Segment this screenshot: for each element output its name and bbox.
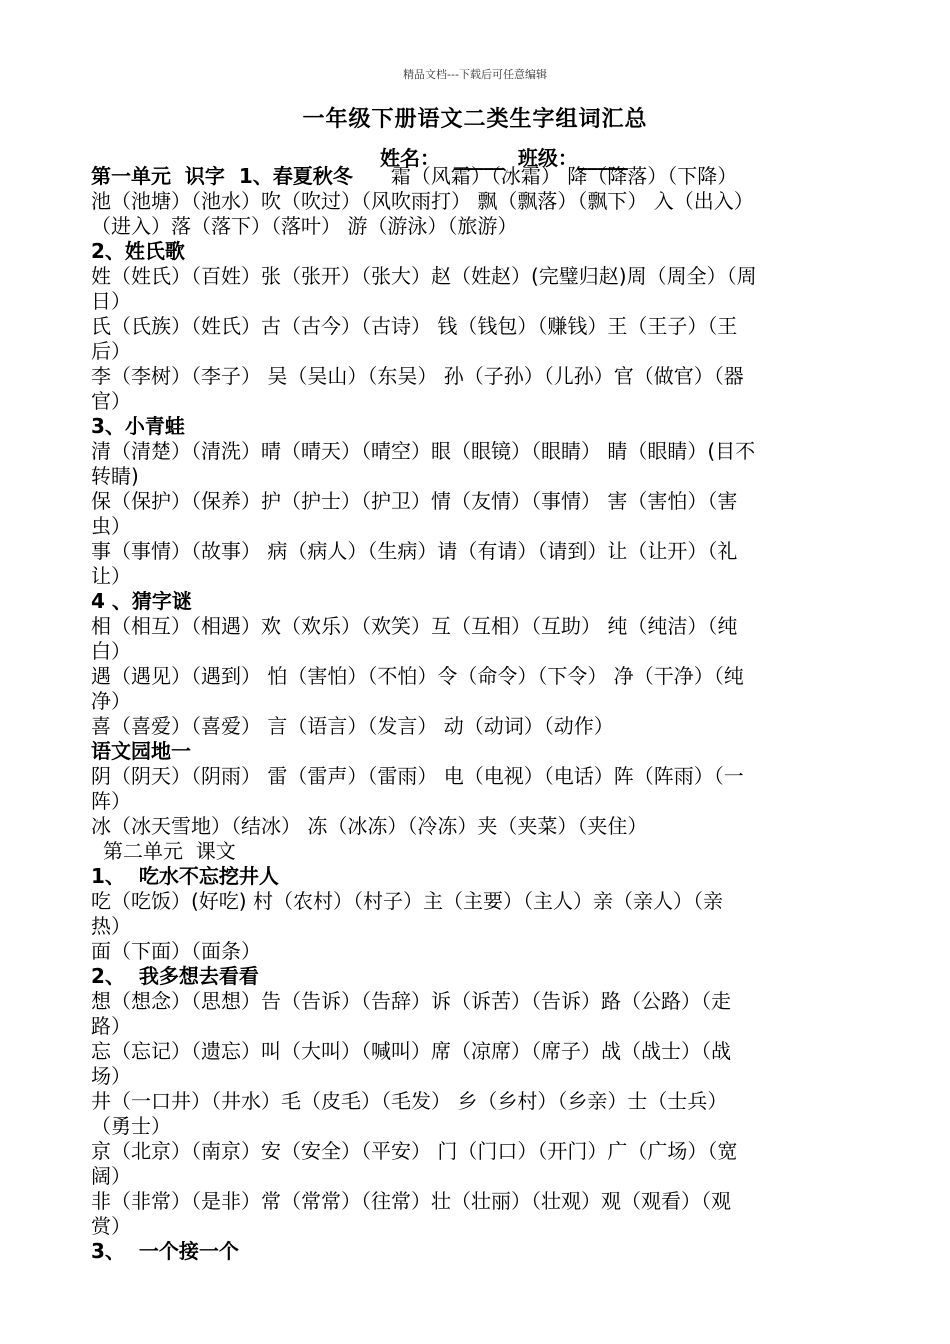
text-line: 非（非常）（是非）常（常常）（往常）壮（壮丽）（壮观）观（观看）（观 [91,1189,731,1213]
text-line: 氏（氏族）（姓氏）古（古今）（古诗） 钱（钱包）（赚钱）王（王子）（王 [91,314,738,338]
text-line: 忘（忘记）（遗忘）叫（大叫）（喊叫）席（凉席）（席子）战（战士）（战 [91,1039,731,1063]
text-line: 遇（遇见）（遇到） 怕（害怕）（不怕）令（命令）（下令） 净（干净）（纯 [91,664,744,688]
text-line: 想（想念）（思想）告（告诉）（告辞）诉（诉苦）（告诉）路（公路）（走 [91,989,731,1013]
section-heading: 4 、猜字谜 [91,589,192,613]
section-heading: 2、姓氏歌 [91,239,185,263]
section-heading: 1、 吃水不忘挖井人 [91,864,279,888]
text-line: （勇士） [91,1114,171,1138]
text-line: 日） [91,289,131,313]
text-line: 吃（吃饭）(好吃) 村（农村）（村子）主（主要）（主人）亲（亲人）（亲 [91,889,723,913]
text-line: 阵） [91,789,131,813]
text-line: 事（事情）（故事） 病（病人）（生病）请（有请）（请到）让（让开）（礼 [91,539,738,563]
text-line: 让） [91,564,131,588]
text-line: 赏） [91,1214,131,1238]
text-line: 相（相互）（相遇）欢（欢乐）（欢笑）互（互相）（互助） 纯（纯洁）（纯 [91,614,738,638]
text-line: 面（下面）（面条） [91,939,261,963]
section-heading: 第一单元 识字 1、春夏秋冬 [91,164,353,188]
text-line: 虫） [91,514,131,538]
text-line: 池（池塘）（池水）吹（吹过）（风吹雨打） 飘（飘落）（飘下） 入（出入） [91,189,754,213]
text-line: 后） [91,339,131,363]
text-line: 井（一口井）（井水）毛（皮毛）（毛发） 乡（乡村）（乡亲）士（士兵） [91,1089,728,1113]
document-title: 一年级下册语文二类生字组词汇总 [302,107,648,132]
text-line: 转睛) [91,464,139,488]
text-line: 姓（姓氏）（百姓）张（张开）（张大）赵（姓赵）(完璧归赵)周（周全）（周 [91,264,757,288]
text-line: 路） [91,1014,131,1038]
header-note: 精品文档---下载后可任意编辑 [403,68,547,81]
text-line: 京（北京）（南京）安（安全）（平安） 门（门口）（开门）广（广场）（宽 [91,1139,738,1163]
text-line: （进入）落（落下）（落叶） 游（游泳）（旅游） [91,214,518,238]
section-heading: 2、 我多想去看看 [91,964,259,988]
text-line: 清（清楚）（清洗）晴（晴天）（晴空）眼（眼镜）（眼睛） 睛（眼睛）(目不 [91,439,756,463]
text-line: 阴（阴天）（阴雨） 雷（雷声）（雷雨） 电（电视）（电话）阵（阵雨）（一 [91,764,744,788]
text-line: 热） [91,914,131,938]
text-line: 李（李树）（李子） 吴（吴山）（东吴） 孙（子孙）（儿孙）官（做官）（器 [91,364,744,388]
text-line: 喜（喜爱）（喜爱） 言（语言）（发言） 动（动词）（动作） [91,714,614,738]
section-heading: 3、 一个接一个 [91,1239,239,1263]
text-line: 官） [91,389,131,413]
text-line [91,164,881,189]
name-class-line: 姓名： _____ 班级：_____ [380,146,628,170]
text-line: 冰（冰天雪地）（结冰） 冻（冰冻）（冷冻）夹（夹菜）（夹住） [91,814,648,838]
section-heading: 3、小青蛙 [91,414,185,438]
text-line: 阔） [91,1164,131,1188]
section-heading: 语文园地一 [91,739,191,763]
text-line: 场） [91,1064,131,1088]
text-line-rest: 霜（风霜）（冰霜） 降（降落）（下降） [352,164,738,188]
text-line: 净） [91,689,131,713]
word-list-body [91,164,881,1264]
text-line: 第二单元 课文 [103,839,236,863]
text-line: 保（保护）（保养）护（护士）（护卫）情（友情）（事情） 害（害怕）（害 [91,489,738,513]
text-line: 白） [91,639,131,663]
